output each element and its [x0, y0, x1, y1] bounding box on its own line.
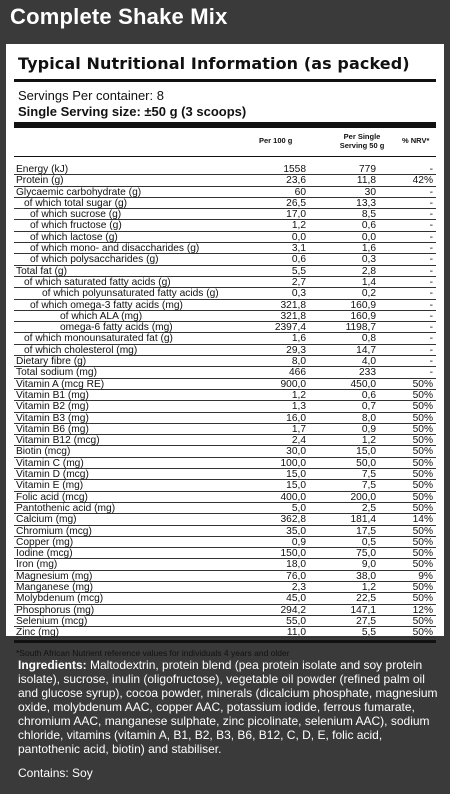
value-nrv: 50% — [412, 480, 433, 492]
nutrient-name: Total fat (g) — [16, 265, 67, 277]
nutrient-name: of which cholesterol (mg) — [24, 344, 138, 356]
value-per-serving: 450,0 — [350, 378, 376, 390]
table-row — [14, 627, 436, 638]
nutrient-name: Dietary fibre (g) — [16, 356, 87, 368]
value-nrv: 50% — [412, 435, 433, 447]
value-per-serving: 7,5 — [361, 480, 376, 492]
value-per-100g: 29,3 — [286, 344, 306, 356]
nutrient-name: of which omega-3 fatty acids (mg) — [30, 299, 183, 311]
table-row — [14, 198, 436, 209]
nutrient-name: Vitamin B12 (mcg) — [16, 435, 100, 447]
value-per-serving: 17,5 — [356, 525, 376, 537]
value-nrv: 50% — [412, 593, 433, 605]
value-nrv: 12% — [412, 604, 433, 616]
value-per-serving: 13,3 — [356, 197, 376, 209]
value-per-serving: 11,8 — [356, 175, 376, 187]
value-per-100g: 294,2 — [280, 604, 306, 616]
value-per-serving: 233 — [359, 367, 376, 379]
nutrient-name: of which total sugar (g) — [24, 197, 128, 209]
value-nrv: - — [429, 254, 433, 266]
value-per-serving: 1,4 — [361, 276, 376, 288]
value-per-100g: 1558 — [283, 164, 306, 175]
value-nrv: 50% — [412, 389, 433, 401]
table-row — [14, 300, 436, 311]
nutrient-name: Vitamin B6 (mg) — [16, 423, 89, 435]
value-per-100g: 11,0 — [286, 627, 306, 639]
value-nrv: 50% — [412, 446, 433, 458]
value-nrv: 50% — [412, 536, 433, 548]
table-row — [14, 593, 436, 604]
table-row — [14, 480, 436, 491]
nutrient-name: Glycaemic carbohydrate (g) — [16, 186, 142, 198]
value-nrv: 50% — [412, 491, 433, 503]
nutrient-name: Vitamin E (mg) — [16, 480, 84, 492]
table-row — [14, 413, 436, 424]
nutrient-name: Manganese (mg) — [16, 581, 94, 593]
value-per-serving: 1,2 — [361, 435, 376, 447]
table-row — [14, 616, 436, 627]
table-row — [14, 266, 436, 277]
value-per-100g: 321,8 — [280, 310, 306, 322]
nutrient-name: Iodine (mcg) — [16, 548, 73, 560]
value-per-100g: 362,8 — [280, 514, 306, 526]
value-per-serving: 1,2 — [361, 581, 376, 593]
value-nrv: - — [429, 209, 433, 221]
table-row — [14, 503, 436, 514]
value-per-100g: 100,0 — [280, 457, 306, 469]
nutrient-name: Vitamin B3 (mg) — [16, 412, 89, 424]
value-nrv: 50% — [412, 548, 433, 560]
panel-heading: Typical Nutritional Information (as packed) — [18, 54, 410, 73]
table-row — [14, 164, 436, 175]
table-row — [14, 254, 436, 265]
table-row — [14, 514, 436, 525]
value-nrv: 50% — [412, 469, 433, 481]
nutrient-name: Total sodium (mg) — [16, 367, 97, 379]
value-per-100g: 23,6 — [286, 175, 306, 187]
nutrient-name: Vitamin B1 (mg) — [16, 389, 89, 401]
value-per-100g: 1,3 — [291, 401, 306, 413]
column-header-per-100g: Per 100 g — [259, 136, 293, 145]
value-per-100g: 35,0 — [286, 525, 306, 537]
value-per-100g: 15,0 — [286, 469, 306, 481]
nutrient-name: of which saturated fatty acids (g) — [24, 276, 171, 288]
value-nrv: - — [429, 288, 433, 300]
table-row — [14, 458, 436, 469]
nutrient-name: Zinc (mg) — [16, 627, 60, 639]
nutrient-rows — [14, 164, 436, 638]
value-per-100g: 0,9 — [291, 536, 306, 548]
value-per-100g: 45,0 — [286, 593, 306, 605]
value-per-100g: 5,5 — [291, 265, 306, 277]
value-per-100g: 2,3 — [291, 581, 306, 593]
value-per-serving: 0,9 — [361, 423, 376, 435]
value-per-100g: 0,6 — [291, 254, 306, 266]
nutrient-name: of which sucrose (g) — [30, 209, 122, 221]
value-per-100g: 26,5 — [286, 197, 306, 209]
nutrient-name: Magnesium (mg) — [16, 570, 93, 582]
table-row — [14, 435, 436, 446]
ingredients-list: Maltodextrin, protein blend (pea protein isolate and soy protein isolate), sucrose, inulin (oligofructose), vegetable oil powder (refined palm oil and glucose syrup), cocoa powder, minerals (dicalcium phosphate, magnesium oxide, molybdenum AAC, copper AAC, potassium iodide, ferrous fumarate, chromium AAC, manganese sulphate, zinc picolinate, selenium AAC), sodium chloride, vitamins (vitamin A, B1, B2, B3, B6, B12, C, D, E, folic acid, pantothenic acid, biotin) and stabiliser. — [18, 658, 438, 756]
value-nrv: 50% — [412, 615, 433, 627]
table-row — [14, 492, 436, 503]
value-nrv: - — [429, 265, 433, 277]
value-nrv: - — [429, 276, 433, 288]
nutrient-name: of which lactose (g) — [30, 231, 118, 243]
table-row — [14, 243, 436, 254]
column-header-nrv: % NRV* — [402, 136, 430, 145]
nutrient-name: Folic acid (mcg) — [16, 491, 88, 503]
value-per-100g: 0,3 — [291, 288, 306, 300]
value-per-serving: 147,1 — [350, 604, 376, 616]
ingredients-label: Ingredients: — [18, 658, 87, 672]
table-row — [14, 209, 436, 220]
value-per-serving: 181,4 — [350, 514, 376, 526]
value-per-100g: 1,7 — [291, 423, 306, 435]
value-per-100g: 17,0 — [286, 209, 306, 221]
value-per-100g: 1,6 — [291, 333, 306, 345]
value-nrv: 50% — [412, 525, 433, 537]
value-nrv: 50% — [412, 581, 433, 593]
value-per-serving: 160,9 — [350, 299, 376, 311]
nutrient-name: of which polyunsaturated fatty acids (g) — [42, 288, 219, 300]
value-nrv: - — [429, 220, 433, 232]
nutrient-name: Vitamin A (mcg RE) — [16, 378, 105, 390]
nutrient-name: Protein (g) — [16, 175, 64, 187]
nutrient-name: Energy (kJ) — [16, 164, 69, 175]
value-per-100g: 15,0 — [286, 480, 306, 492]
table-row — [14, 187, 436, 198]
value-nrv: 42% — [412, 175, 433, 187]
value-per-serving: 160,9 — [350, 310, 376, 322]
column-header-per-serving: Per Single Serving 50 g — [339, 132, 385, 150]
product-title: Complete Shake Mix — [10, 4, 228, 29]
value-nrv: 50% — [412, 378, 433, 390]
nutrition-panel — [6, 44, 444, 659]
value-nrv: 14% — [412, 514, 433, 526]
value-per-serving: 0,8 — [361, 333, 376, 345]
value-per-serving: 22,5 — [356, 593, 376, 605]
nutrient-name: Iron (mg) — [16, 559, 58, 571]
value-per-serving: 200,0 — [350, 491, 376, 503]
value-per-100g: 30,0 — [286, 446, 306, 458]
nutrient-name: of which monounsaturated fat (g) — [24, 333, 173, 345]
value-per-serving: 50,0 — [356, 457, 376, 469]
value-per-serving: 15,0 — [356, 446, 376, 458]
value-nrv: - — [429, 243, 433, 255]
nutrient-name: omega-6 fatty acids (mg) — [60, 322, 173, 334]
value-per-serving: 8,5 — [361, 209, 376, 221]
value-per-100g: 466 — [289, 367, 306, 379]
table-row — [14, 582, 436, 593]
value-nrv: 50% — [412, 502, 433, 514]
table-row — [14, 571, 436, 582]
value-nrv: - — [429, 367, 433, 379]
value-per-100g: 1,2 — [291, 220, 306, 232]
ingredients-text — [18, 658, 438, 756]
value-per-serving: 0,6 — [361, 389, 376, 401]
value-nrv: 50% — [412, 559, 433, 571]
nutrient-name: Chromium (mcg) — [16, 525, 92, 537]
value-per-serving: 14,7 — [356, 344, 376, 356]
table-row — [14, 446, 436, 457]
serving-size: Single Serving size: ±50 g (3 scoops) — [18, 104, 247, 119]
value-nrv: - — [429, 344, 433, 356]
table-row — [14, 401, 436, 412]
table-row — [14, 605, 436, 616]
header-divider — [14, 156, 436, 157]
value-per-100g: 60 — [294, 186, 306, 198]
serving-divider — [14, 122, 436, 128]
value-per-serving: 9,0 — [361, 559, 376, 571]
value-per-100g: 321,8 — [280, 299, 306, 311]
nutrient-name: Copper (mg) — [16, 536, 74, 548]
nutrient-name: Vitamin C (mg) — [16, 457, 84, 469]
nutrient-name: Pantothenic acid (mg) — [16, 502, 116, 514]
value-per-serving: 75,0 — [356, 548, 376, 560]
table-row — [14, 322, 436, 333]
table-row — [14, 526, 436, 537]
value-per-serving: 5,5 — [361, 627, 376, 639]
table-bottom-divider — [14, 640, 436, 643]
table-row — [14, 537, 436, 548]
nutrient-name: Vitamin D (mcg) — [16, 469, 89, 481]
nutrient-name: Selenium (mcg) — [16, 615, 88, 627]
value-per-100g: 3,1 — [291, 243, 306, 255]
table-row — [14, 356, 436, 367]
value-nrv: - — [429, 322, 433, 334]
table-row — [14, 367, 436, 378]
value-per-serving: 2,8 — [361, 265, 376, 277]
nutrient-name: Calcium (mg) — [16, 514, 77, 526]
value-per-100g: 55,0 — [286, 615, 306, 627]
value-per-serving: 27,5 — [356, 615, 376, 627]
table-row — [14, 232, 436, 243]
table-row — [14, 379, 436, 390]
value-per-100g: 18,0 — [286, 559, 306, 571]
value-nrv: 50% — [412, 457, 433, 469]
value-per-serving: 0,3 — [361, 254, 376, 266]
value-per-serving: 38,0 — [356, 570, 376, 582]
value-per-serving: 0,7 — [361, 401, 376, 413]
table-row — [14, 288, 436, 299]
value-nrv: - — [429, 310, 433, 322]
value-per-100g: 1,2 — [291, 389, 306, 401]
table-row — [14, 559, 436, 570]
table-row — [14, 220, 436, 231]
table-row — [14, 333, 436, 344]
nutrient-name: of which polysaccharides (g) — [30, 254, 159, 266]
nutrient-name: Molybdenum (mcg) — [16, 593, 104, 605]
value-per-serving: 1198,7 — [345, 322, 376, 334]
value-nrv: - — [429, 299, 433, 311]
value-per-serving: 8,0 — [361, 412, 376, 424]
value-nrv: - — [429, 333, 433, 345]
value-nrv: - — [429, 164, 433, 175]
nutrient-name: of which mono- and disaccharides (g) — [30, 243, 200, 255]
allergen-statement: Contains: Soy — [18, 766, 93, 780]
nutrient-name: Phosphorus (mg) — [16, 604, 95, 616]
table-row — [14, 469, 436, 480]
value-per-100g: 900,0 — [280, 378, 306, 390]
value-nrv: 50% — [412, 627, 433, 639]
servings-per-container: Servings Per container: 8 — [18, 88, 164, 103]
value-nrv: 50% — [412, 412, 433, 424]
value-nrv: - — [429, 197, 433, 209]
heading-divider — [14, 79, 436, 82]
column-headers — [14, 130, 436, 156]
value-per-serving: 0,5 — [361, 536, 376, 548]
value-per-100g: 150,0 — [280, 548, 306, 560]
value-nrv: 50% — [412, 401, 433, 413]
value-per-100g: 2,4 — [291, 435, 306, 447]
value-per-serving: 4,0 — [361, 356, 376, 368]
value-per-100g: 2,7 — [291, 276, 306, 288]
value-per-100g: 0,0 — [291, 231, 306, 243]
value-per-serving: 0,2 — [361, 288, 376, 300]
table-row — [14, 175, 436, 186]
table-row — [14, 345, 436, 356]
nrv-footnote: *South African Nutrient reference values for individuals 4 years and older — [16, 648, 290, 659]
nutrient-name: of which fructose (g) — [30, 220, 122, 232]
value-nrv: - — [429, 356, 433, 368]
value-per-serving: 0,0 — [361, 231, 376, 243]
value-per-serving: 30 — [364, 186, 376, 198]
value-per-100g: 8,0 — [291, 356, 306, 368]
table-row — [14, 548, 436, 559]
value-per-100g: 400,0 — [280, 491, 306, 503]
table-row — [14, 390, 436, 401]
value-per-100g: 16,0 — [286, 412, 306, 424]
nutrient-name: Vitamin B2 (mg) — [16, 401, 89, 413]
value-nrv: 50% — [412, 423, 433, 435]
table-row — [14, 424, 436, 435]
table-row — [14, 277, 436, 288]
value-per-100g: 5,0 — [291, 502, 306, 514]
value-nrv: 9% — [418, 570, 433, 582]
nutrient-name: Biotin (mcg) — [16, 446, 71, 458]
value-per-serving: 2,5 — [361, 502, 376, 514]
value-per-serving: 7,5 — [361, 469, 376, 481]
value-per-100g: 76,0 — [286, 570, 306, 582]
nutrient-name: of which ALA (mg) — [60, 310, 143, 322]
value-per-serving: 1,6 — [361, 243, 376, 255]
value-per-serving: 0,6 — [361, 220, 376, 232]
value-per-serving: 779 — [359, 164, 376, 175]
value-per-100g: 2397,4 — [274, 322, 306, 334]
table-row — [14, 311, 436, 322]
value-nrv: - — [429, 231, 433, 243]
value-nrv: - — [429, 186, 433, 198]
